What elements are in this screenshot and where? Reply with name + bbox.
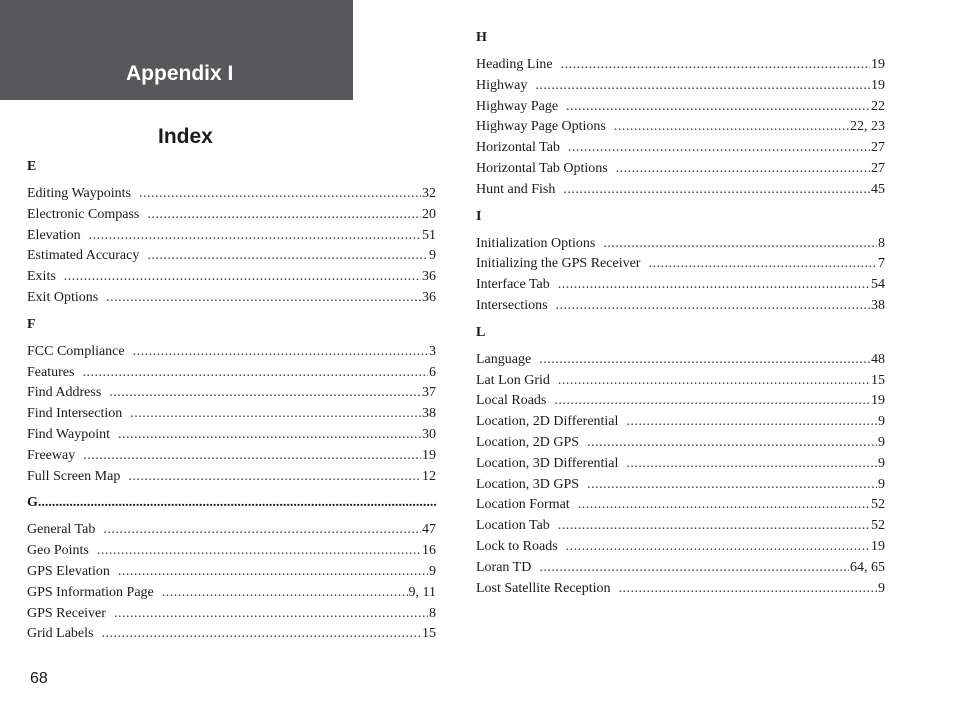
entry-name: Heading Line bbox=[476, 57, 553, 72]
entry-name: Full Screen Map bbox=[27, 468, 121, 484]
entry-page: 52 bbox=[871, 497, 885, 513]
index-entry[interactable] bbox=[476, 495, 885, 516]
entry-page: 38 bbox=[422, 406, 436, 422]
leader-dots bbox=[118, 562, 428, 583]
entry-page: 36 bbox=[422, 269, 436, 285]
entry-name: Estimated Accuracy bbox=[27, 248, 140, 264]
index-entry[interactable] bbox=[476, 97, 885, 118]
entry-name: FCC Compliance bbox=[27, 343, 125, 359]
leader-dots bbox=[563, 180, 870, 201]
leader-dots bbox=[614, 117, 849, 138]
leader-dots bbox=[130, 404, 421, 425]
leader-dots bbox=[83, 446, 421, 467]
entry-page: 32 bbox=[422, 186, 436, 201]
leader-dots bbox=[626, 412, 877, 433]
entry-page: 6 bbox=[429, 364, 436, 380]
index-section-l bbox=[476, 322, 885, 605]
leader-dots bbox=[626, 454, 877, 475]
entry-name: GPS Receiver bbox=[27, 605, 106, 621]
entry-page: 38 bbox=[871, 297, 885, 313]
entry-page: 9 bbox=[878, 434, 885, 450]
entry-name: Geo Points bbox=[27, 543, 89, 559]
leader-dots bbox=[539, 558, 849, 579]
leader-dots bbox=[587, 475, 877, 496]
entry-page: 19 bbox=[422, 447, 436, 463]
index-title: Index bbox=[158, 125, 213, 148]
entry-name: Freeway bbox=[27, 447, 76, 463]
page-number: 68 bbox=[30, 670, 48, 687]
index-entry[interactable] bbox=[476, 371, 885, 392]
index-entry[interactable] bbox=[27, 363, 436, 384]
entry-page: 64, 65 bbox=[850, 559, 885, 575]
index-entry[interactable] bbox=[27, 342, 436, 363]
index-entry[interactable] bbox=[476, 579, 885, 600]
entry-page: 19 bbox=[871, 393, 885, 409]
index-entry[interactable] bbox=[476, 350, 885, 371]
index-entry[interactable] bbox=[476, 76, 885, 97]
section-letter-text: I bbox=[476, 208, 482, 224]
entry-name: Location, 2D GPS bbox=[476, 434, 580, 450]
entry-page: 9, 11 bbox=[408, 584, 436, 600]
entry-page: 51 bbox=[422, 227, 436, 243]
appendix-label: Appendix I bbox=[126, 62, 234, 85]
leader-dots bbox=[147, 246, 428, 267]
entry-name: Location, 2D Differential bbox=[476, 414, 619, 430]
index-entry[interactable] bbox=[27, 226, 436, 247]
leader-dots bbox=[558, 275, 870, 296]
leader-dots bbox=[554, 391, 870, 412]
leader-dots bbox=[64, 267, 421, 288]
entry-name: Highway Page Options bbox=[476, 119, 606, 135]
leader-dots bbox=[578, 495, 870, 516]
entry-page: 54 bbox=[871, 277, 885, 293]
entry-name: Horizontal Tab bbox=[476, 140, 560, 156]
section-letter-text: L bbox=[476, 324, 486, 340]
leader-dots bbox=[128, 467, 421, 488]
index-entry[interactable] bbox=[476, 412, 885, 433]
section-letter-text: H bbox=[476, 30, 487, 45]
index-entry[interactable] bbox=[476, 55, 885, 76]
leader-dots bbox=[556, 296, 870, 317]
entry-page: 19 bbox=[871, 57, 885, 72]
entry-name: Lost Satellite Reception bbox=[476, 580, 611, 596]
entry-name: Horizontal Tab Options bbox=[476, 160, 608, 176]
entry-page: 37 bbox=[422, 385, 436, 401]
entry-name: Initialization Options bbox=[476, 235, 596, 251]
leader-dots bbox=[114, 604, 428, 625]
entry-name: Language bbox=[476, 351, 532, 367]
index-entry[interactable] bbox=[27, 184, 436, 205]
leader-dots bbox=[101, 624, 421, 645]
entry-page: 12 bbox=[422, 468, 436, 484]
index-entry[interactable] bbox=[476, 180, 885, 201]
entry-name: Initializing the GPS Receiver bbox=[476, 256, 641, 272]
leader-dots bbox=[566, 97, 870, 118]
entry-page: 47 bbox=[422, 522, 436, 538]
index-entry[interactable] bbox=[27, 604, 436, 625]
entry-name: Location, 3D GPS bbox=[476, 476, 580, 492]
entry-page: 16 bbox=[422, 543, 436, 559]
index-entry[interactable] bbox=[476, 433, 885, 454]
index-entry[interactable] bbox=[27, 267, 436, 288]
entry-name: Intersections bbox=[476, 297, 548, 313]
entry-name: Electronic Compass bbox=[27, 206, 140, 222]
index-entry[interactable] bbox=[27, 446, 436, 467]
entry-page: 3 bbox=[429, 343, 436, 359]
section-letter bbox=[27, 314, 436, 336]
entry-name: Features bbox=[27, 364, 75, 380]
entry-page: 9 bbox=[429, 248, 436, 264]
index-entry[interactable] bbox=[476, 454, 885, 475]
index-entry[interactable] bbox=[27, 467, 436, 488]
index-column-right bbox=[476, 27, 885, 604]
entry-page: 8 bbox=[429, 605, 436, 621]
index-entry[interactable] bbox=[27, 404, 436, 425]
index-entry[interactable] bbox=[27, 288, 436, 309]
entry-name: GPS Elevation bbox=[27, 563, 110, 579]
entry-page: 9 bbox=[429, 563, 436, 579]
leader-dots bbox=[106, 288, 421, 309]
section-letter bbox=[476, 322, 885, 344]
entry-page: 22, 23 bbox=[850, 119, 885, 135]
entry-page: 27 bbox=[871, 160, 885, 176]
entry-name: Loran TD bbox=[476, 559, 532, 575]
section-letter-text: G bbox=[27, 495, 38, 511]
index-entry[interactable] bbox=[476, 475, 885, 496]
index-entry[interactable] bbox=[27, 205, 436, 226]
leader-dots bbox=[147, 205, 421, 226]
entry-page: 19 bbox=[871, 77, 885, 93]
entry-page: 9 bbox=[878, 455, 885, 471]
entry-name: Local Roads bbox=[476, 393, 547, 409]
entry-name: Lock to Roads bbox=[476, 538, 558, 554]
entry-name: Grid Labels bbox=[27, 626, 94, 642]
leader-dots bbox=[539, 350, 870, 371]
entry-page: 48 bbox=[871, 351, 885, 367]
leader-dots bbox=[109, 383, 421, 404]
index-column-left bbox=[27, 156, 436, 650]
leader-dots bbox=[619, 579, 877, 600]
entry-page: 9 bbox=[878, 580, 885, 596]
leader-dots bbox=[118, 425, 421, 446]
entry-name: Find Waypoint bbox=[27, 426, 111, 442]
index-section-g bbox=[27, 492, 436, 650]
leader-dots bbox=[558, 516, 870, 537]
index-entry[interactable] bbox=[476, 516, 885, 537]
index-entry[interactable] bbox=[27, 246, 436, 267]
leader-dots bbox=[566, 537, 870, 558]
entry-page: 15 bbox=[422, 626, 436, 642]
section-letter bbox=[476, 206, 885, 228]
entry-name: General Tab bbox=[27, 522, 96, 538]
index-entry[interactable] bbox=[476, 159, 885, 180]
leader-dots bbox=[133, 342, 428, 363]
leader-dots bbox=[616, 159, 870, 180]
entry-page: 15 bbox=[871, 372, 885, 388]
leader-dots bbox=[568, 138, 870, 159]
entry-name: Find Address bbox=[27, 385, 102, 401]
entry-name: Location Tab bbox=[476, 518, 550, 534]
entry-page: 22 bbox=[871, 98, 885, 114]
entry-name: Location Format bbox=[476, 497, 570, 513]
index-section-i bbox=[476, 206, 885, 322]
index-entry[interactable] bbox=[476, 234, 885, 255]
leader-dots bbox=[139, 184, 421, 205]
index-entry[interactable] bbox=[476, 254, 885, 275]
entry-name: Interface Tab bbox=[476, 277, 550, 293]
entry-name: Highway Page bbox=[476, 98, 559, 114]
section-letter-text: F bbox=[27, 316, 36, 332]
index-section-f bbox=[27, 314, 436, 493]
index-entry[interactable] bbox=[476, 558, 885, 579]
entry-name: GPS Information Page bbox=[27, 584, 154, 600]
index-entry[interactable] bbox=[27, 520, 436, 541]
leader-dots bbox=[38, 492, 436, 514]
entry-page: 19 bbox=[871, 538, 885, 554]
entry-name: Editing Waypoints bbox=[27, 186, 132, 201]
leader-dots bbox=[103, 520, 421, 541]
entry-page: 30 bbox=[422, 426, 436, 442]
entry-page: 52 bbox=[871, 518, 885, 534]
index-entry[interactable] bbox=[476, 117, 885, 138]
leader-dots bbox=[603, 234, 877, 255]
entry-name: Hunt and Fish bbox=[476, 181, 556, 197]
index-entry[interactable] bbox=[27, 583, 436, 604]
entry-page: 45 bbox=[871, 181, 885, 197]
entry-page: 27 bbox=[871, 140, 885, 156]
entry-page: 36 bbox=[422, 289, 436, 305]
entry-page: 7 bbox=[878, 256, 885, 272]
section-letter-text: E bbox=[27, 159, 37, 174]
leader-dots bbox=[97, 541, 421, 562]
index-entry[interactable] bbox=[476, 391, 885, 412]
appendix-tab bbox=[0, 0, 353, 100]
leader-dots bbox=[648, 254, 877, 275]
entry-name: Elevation bbox=[27, 227, 81, 243]
leader-dots bbox=[162, 583, 408, 604]
index-entry[interactable] bbox=[27, 562, 436, 583]
entry-name: Find Intersection bbox=[27, 406, 123, 422]
section-letter bbox=[27, 492, 436, 514]
index-entry[interactable] bbox=[476, 275, 885, 296]
entry-page: 8 bbox=[878, 235, 885, 251]
leader-dots bbox=[89, 226, 421, 247]
entry-name: Location, 3D Differential bbox=[476, 455, 619, 471]
entry-page: 9 bbox=[878, 414, 885, 430]
section-letter bbox=[27, 156, 436, 178]
entry-name: Exit Options bbox=[27, 289, 99, 305]
section-letter bbox=[476, 27, 885, 49]
entry-name: Highway bbox=[476, 77, 528, 93]
leader-dots bbox=[558, 371, 870, 392]
index-section-h bbox=[476, 27, 885, 206]
entry-name: Lat Lon Grid bbox=[476, 372, 550, 388]
index-entry[interactable] bbox=[476, 296, 885, 317]
index-entry[interactable] bbox=[27, 624, 436, 645]
entry-page: 9 bbox=[878, 476, 885, 492]
index-entry[interactable] bbox=[476, 138, 885, 159]
entry-name: Exits bbox=[27, 269, 56, 285]
entry-page: 20 bbox=[422, 206, 436, 222]
leader-dots bbox=[535, 76, 870, 97]
index-entry[interactable] bbox=[476, 537, 885, 558]
index-section-e bbox=[27, 156, 436, 314]
index-entry[interactable] bbox=[27, 383, 436, 404]
leader-dots bbox=[561, 55, 870, 76]
leader-dots bbox=[587, 433, 877, 454]
index-entry[interactable] bbox=[27, 541, 436, 562]
leader-dots bbox=[82, 363, 428, 384]
index-entry[interactable] bbox=[27, 425, 436, 446]
